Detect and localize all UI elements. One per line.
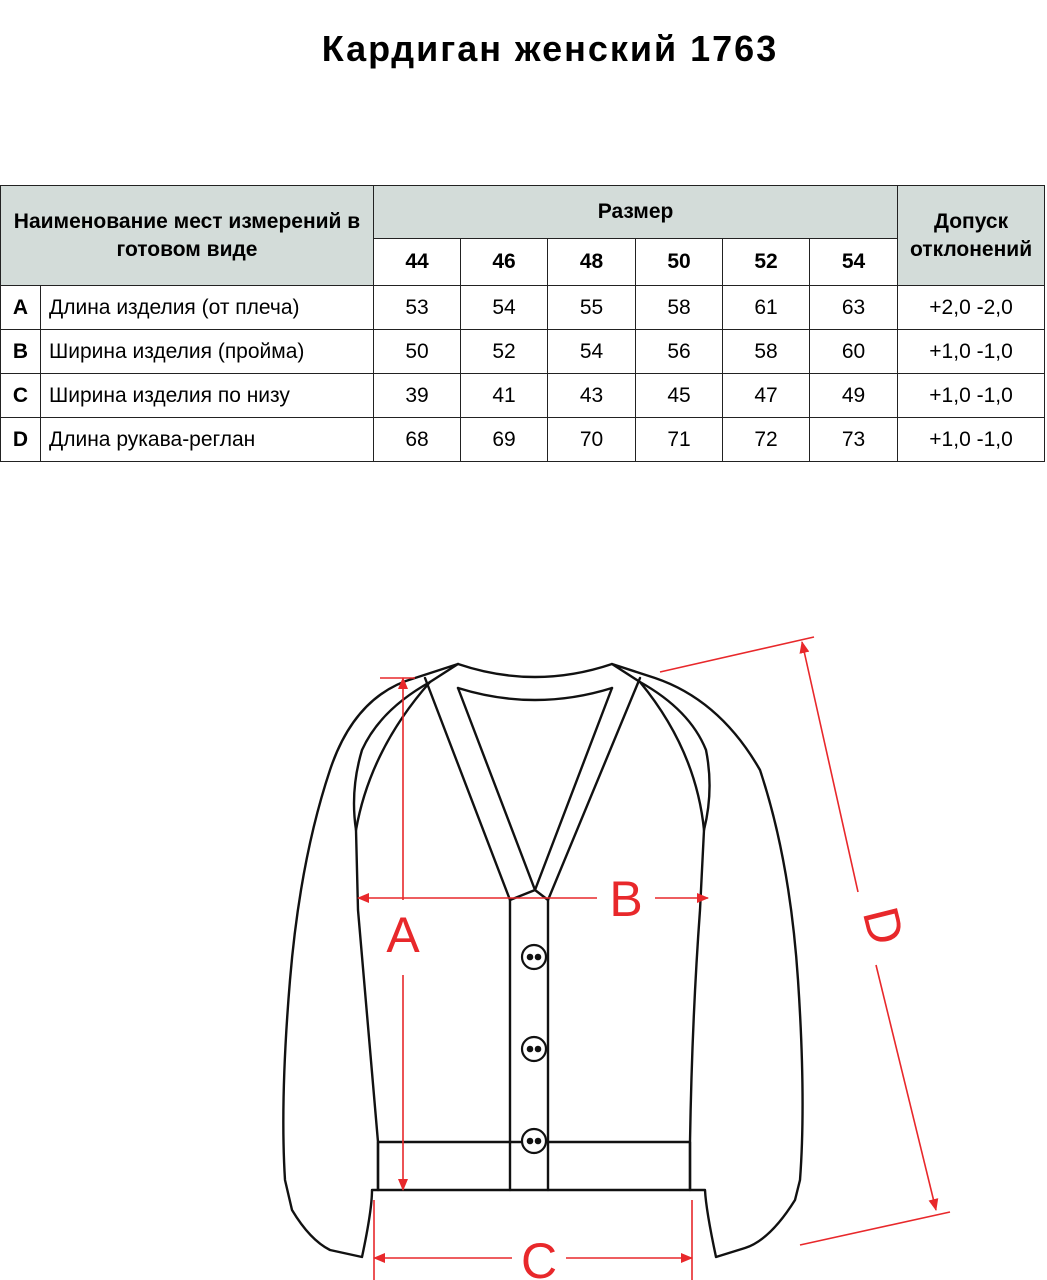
- row-tolerance: +1,0 -1,0: [898, 374, 1045, 418]
- measure-d-top: [802, 642, 858, 892]
- row-value: 50: [374, 330, 461, 374]
- row-tolerance: +2,0 -2,0: [898, 286, 1045, 330]
- header-size: Размер: [374, 186, 898, 239]
- row-code: B: [1, 330, 41, 374]
- row-value: 68: [374, 418, 461, 462]
- table-row: [1, 374, 1045, 418]
- collar-outer-right: [548, 678, 643, 1190]
- collar-outer: [425, 678, 510, 1190]
- size-table: [0, 185, 1045, 462]
- raglan-seam-right: [640, 682, 710, 830]
- label-c: C: [520, 1233, 558, 1280]
- size-cell: 52: [723, 239, 810, 286]
- row-value: 58: [723, 330, 810, 374]
- label-a: A: [386, 907, 420, 963]
- row-value: 55: [548, 286, 636, 330]
- size-cell: 46: [461, 239, 548, 286]
- row-value: 70: [548, 418, 636, 462]
- row-value: 72: [723, 418, 810, 462]
- table-row: [1, 286, 1045, 330]
- size-cell: 44: [374, 239, 461, 286]
- row-value: 47: [723, 374, 810, 418]
- collar-inner: [458, 688, 612, 890]
- row-value: 53: [374, 286, 461, 330]
- row-name: Ширина изделия по низу: [41, 374, 374, 418]
- button: [522, 1129, 546, 1153]
- page-title: Кардиган женский 1763: [321, 28, 779, 69]
- row-value: 58: [636, 286, 723, 330]
- row-value: 49: [810, 374, 898, 418]
- measure-d-bottom: [876, 965, 936, 1210]
- size-cell: 48: [548, 239, 636, 286]
- row-value: 63: [810, 286, 898, 330]
- row-code: A: [1, 286, 41, 330]
- button: [522, 1037, 546, 1061]
- raglan-seam-left: [354, 682, 430, 830]
- row-name: Ширина изделия (пройма): [41, 330, 374, 374]
- row-name: Длина рукава-реглан: [41, 418, 374, 462]
- row-value: 61: [723, 286, 810, 330]
- row-name: Длина изделия (от плеча): [41, 286, 374, 330]
- size-cell: 54: [810, 239, 898, 286]
- row-value: 52: [461, 330, 548, 374]
- measure-d-tick-top: [660, 637, 814, 672]
- row-value: 54: [548, 330, 636, 374]
- row-value: 69: [461, 418, 548, 462]
- row-tolerance: +1,0 -1,0: [898, 418, 1045, 462]
- neck-back: [458, 688, 612, 700]
- measure-d-tick-bottom: [800, 1212, 950, 1245]
- row-value: 54: [461, 286, 548, 330]
- cardigan-diagram: [0, 600, 1047, 1280]
- row-value: 60: [810, 330, 898, 374]
- row-code: D: [1, 418, 41, 462]
- table-row: [1, 330, 1045, 374]
- row-value: 73: [810, 418, 898, 462]
- row-value: 56: [636, 330, 723, 374]
- row-value: 39: [374, 374, 461, 418]
- cardigan-left-outline: [283, 664, 458, 1257]
- table-row: [1, 418, 1045, 462]
- row-tolerance: +1,0 -1,0: [898, 330, 1045, 374]
- header-measure: Наименование мест измерений в готовом виде: [1, 186, 374, 286]
- row-value: 41: [461, 374, 548, 418]
- row-code: C: [1, 374, 41, 418]
- buttons: [522, 945, 546, 1153]
- size-cell: 50: [636, 239, 723, 286]
- row-value: 43: [548, 374, 636, 418]
- row-value: 71: [636, 418, 723, 462]
- header-tolerance: Допуск отклонений: [898, 186, 1045, 286]
- label-d: D: [851, 901, 916, 951]
- label-b: B: [609, 871, 643, 927]
- row-value: 45: [636, 374, 723, 418]
- button: [522, 945, 546, 969]
